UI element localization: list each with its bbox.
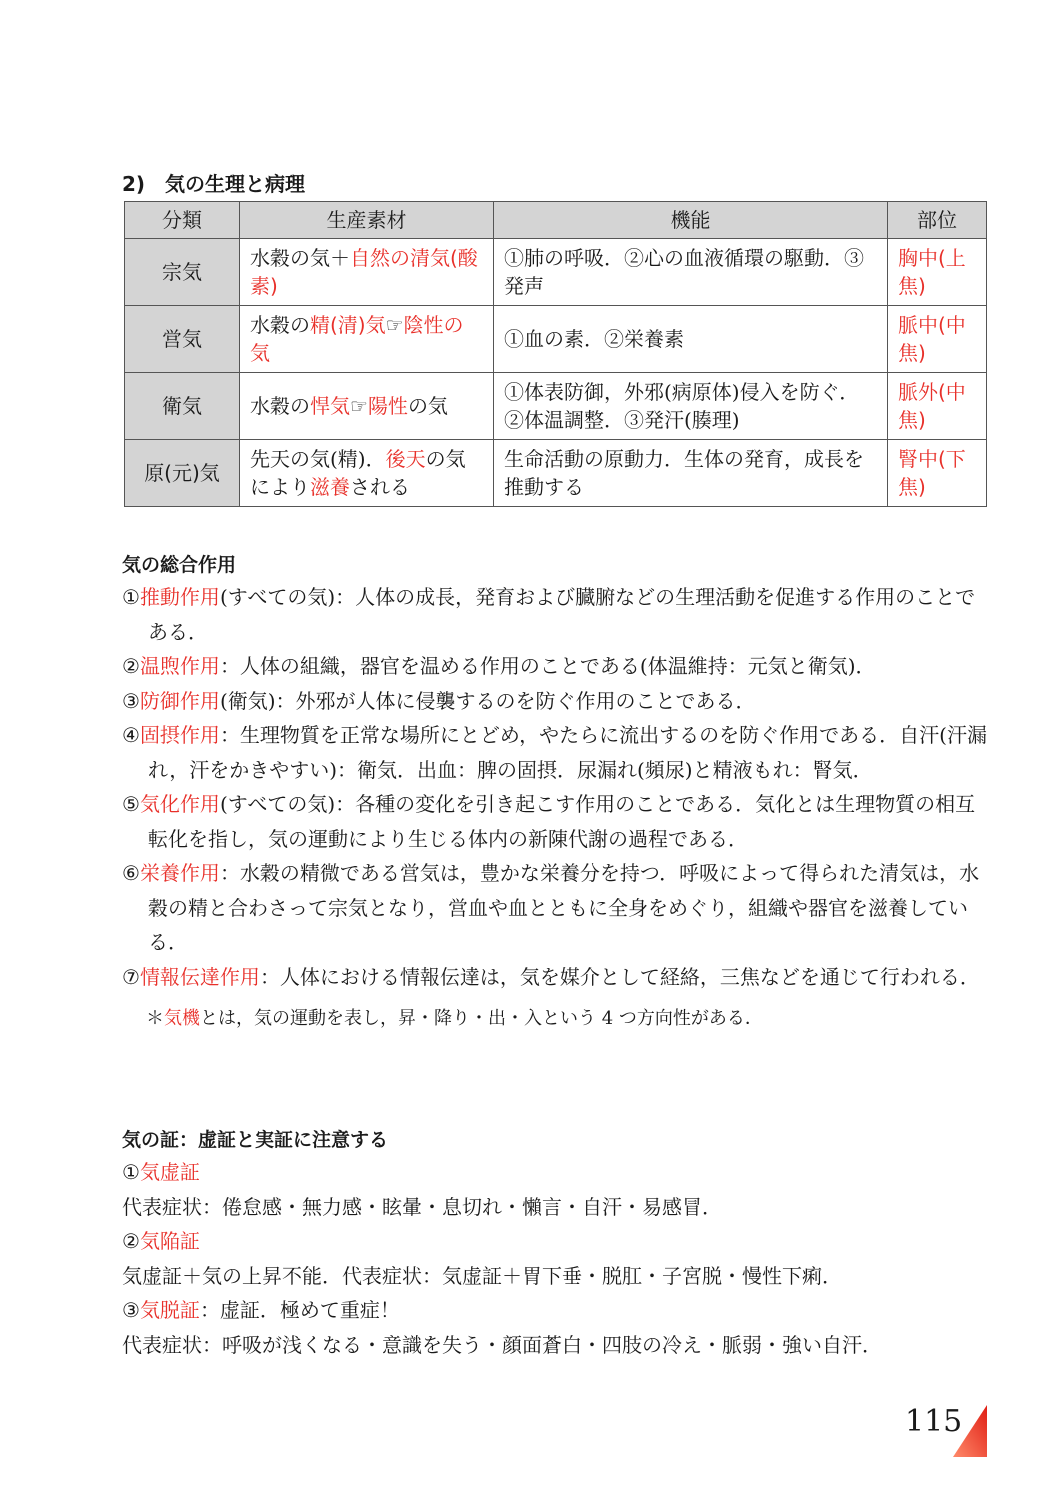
list-item: ②温煦作用：人体の組織，器官を温める作用のことである(体温維持：元気と衛気)．	[122, 654, 876, 678]
row-location: 胸中(上焦)	[888, 239, 987, 306]
syndrome-title: ①気虚証	[122, 1160, 200, 1184]
header-location: 部位	[888, 202, 987, 239]
list-item: ⑦情報伝達作用：人体における情報伝達は，気を媒介として経絡，三焦などを通じて行われる．	[122, 964, 980, 989]
header-category: 分類	[125, 202, 240, 239]
row-function: ①肺の呼吸．②心の血液循環の駆動．③発声	[494, 239, 888, 306]
list-item: ③防御作用(衛気)：外邪が人体に侵襲するのを防ぐ作用のことである．	[122, 688, 756, 713]
row-location: 腎中(下焦)	[888, 440, 987, 507]
table-row	[125, 440, 987, 507]
qi-mechanism-note: ＊気機とは，気の運動を表し，昇・降り・出・入という 4 つ方向性がある．	[146, 1008, 763, 1029]
row-function: 生命活動の原動力．生体の発育，成長を推動する	[494, 440, 888, 507]
table-row	[125, 306, 987, 373]
row-material: 水穀の精(清)気☞陰性の気	[240, 306, 494, 373]
row-category: 営気	[125, 306, 240, 373]
list-item: ①推動作用(すべての気)：人体の成長，発育および臓腑などの生理活動を促進する作用のことである．	[122, 585, 976, 644]
actions-list	[122, 580, 987, 1037]
row-category: 原(元)気	[125, 440, 240, 507]
row-material: 水穀の悍気☞陽性の気	[240, 373, 494, 440]
qi-table	[124, 201, 987, 507]
row-category: 衛気	[125, 373, 240, 440]
list-item: ⑥栄養作用：水穀の精微である営気は，豊かな栄養分を持つ．呼吸によって得られた清気は，水穀の精と合わさって宗気となり，営血や血とともに全身をめぐり，組織や器官を滋養している．	[122, 861, 980, 954]
row-category: 宗気	[125, 239, 240, 306]
general-actions-heading: 気の総合作用	[122, 554, 237, 576]
row-material: 先天の気(精)．後天の気により滋養される	[240, 440, 494, 507]
syndromes-heading: 気の証：虚証と実証に注意する	[122, 1129, 389, 1151]
row-location: 脈外(中焦)	[888, 373, 987, 440]
section-heading: 2) 気の生理と病理	[122, 172, 306, 196]
list-item: ⑤気化作用(すべての気)：各種の変化を引き起こす作用のことである．気化とは生理物質の相互転化を指し，気の運動により生じる体内の新陳代謝の過程である．	[122, 792, 976, 851]
syndrome-title: ②気陥証	[122, 1229, 200, 1253]
row-function: ①体表防御，外邪(病原体)侵入を防ぐ．②体温調整．③発汗(腠理)	[494, 373, 888, 440]
row-material: 水穀の気＋自然の清気(酸素)	[240, 239, 494, 306]
header-function: 機能	[494, 202, 888, 239]
syndromes-list	[122, 1155, 992, 1362]
table-row	[125, 373, 987, 440]
corner-triangle-icon	[953, 1405, 987, 1457]
header-material: 生産素材	[240, 202, 494, 239]
syndrome-desc: 代表症状：呼吸が浅くなる・意識を失う・顔面蒼白・四肢の冷え・脈弱・強い自汗．	[122, 1332, 882, 1357]
list-item: ④固摂作用：生理物質を正常な場所にとどめ，やたらに流出するのを防ぐ作用である．自汗(汗漏れ，汗をかきやすい)：衛気．出血：脾の固摂．尿漏れ(頻尿)と精液もれ：腎気．	[122, 723, 987, 782]
table-row	[125, 239, 987, 306]
row-location: 脈中(中焦)	[888, 306, 987, 373]
syndrome-desc: 気虚証＋気の上昇不能．代表症状：気虚証＋胃下垂・脱肛・子宮脱・慢性下痢．	[122, 1263, 842, 1288]
syndrome-title: ③気脱証：虚証．極めて重症！	[122, 1298, 400, 1322]
row-function: ①血の素．②栄養素	[494, 306, 888, 373]
syndrome-desc: 代表症状：倦怠感・無力感・眩暈・息切れ・懶言・自汗・易感冒．	[122, 1194, 722, 1219]
page-number: 115	[905, 1404, 963, 1439]
